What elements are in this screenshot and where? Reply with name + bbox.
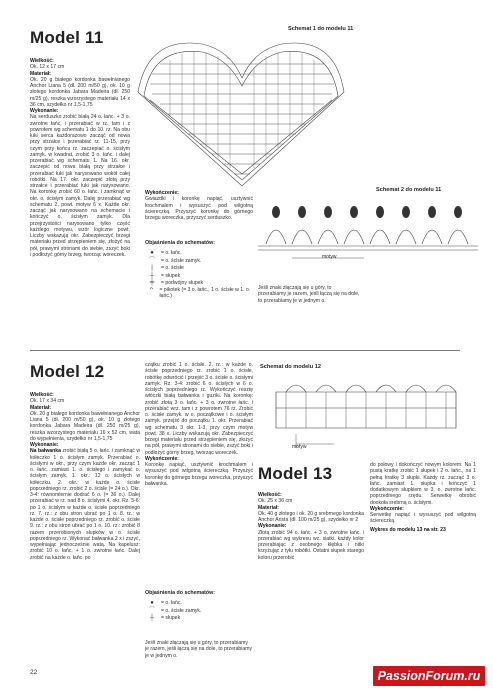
watermark-badge: PassionForum.ru: [373, 666, 485, 686]
legend-12-chain-text: = o. łańc.: [161, 599, 182, 606]
model-13-left-column: [258, 492, 364, 561]
model-12-material-text: Ok. 20 g białego kordonka bawełnianego Anchor Liana 5 (dł. 200 m/50 g), ok. 10 g złotego kordonka Jabara Madeira (dł. 250 m/25 g), reszka wzorzystego materiału 16 x 52 cm, wata do wypełnienia, szydełko nr 1,5-1,75: [30, 410, 140, 442]
model-11-finishing-label: Wykończenie:: [145, 190, 179, 196]
model-11-legend-title: Objaśnienia do schematów:: [145, 240, 216, 246]
legend-chain-text: = o. łańc.: [161, 249, 182, 256]
model-12-execution-text: zrobić białą 5 o. łańc. i zamknąć w kółeczko 1 o. ścisłym zamyk. Przerabiać o. ścisłymi w okr., przy czym każde okr. zacząć 1 o. łańc. zamiast 1. o. ścisłego i zamykać o. ścisłym zamyk. 1. okr.: 12 o. ścisłych w kółeczku. 2. okr.: w każde o. ścisłe poprzedniego rz. zrobić 2 o. ścisłe (= 24 o.). Okr. 3-4: równomiernie dodrać 6 o. (= 36 o.). Dalej przerabiać w rz. nad 8 o. ścisłymi 4. okr. Rz. 5-6: po 1 o. ścisłym w każde o. ścisłe poprzedniego rz. 7. rz.: z obu stron ubrać po 1 o. 8. rz.: w każde o. ścisłe poprzedniego rz. zrobić o. ścisłe 9. rz.: z obu stron ubrać po 1 o. 10. rz.: zrobić 8 razem przerobionych słupków w o. ścisłe poprzedniego rz. Wykonać bałwanka 2 x i zszyć, wypełniając jednocześnie watą. Na kapelusz: zrobić 10 o. łańc. + 1 o. zwrotne łańc. Dalej zrobić na każde o. łańc. po: [30, 448, 140, 561]
model-12-legend: [145, 590, 253, 622]
diagram-1-title: Schemat 1 do modelu 11: [288, 26, 354, 32]
diagram-2-motif-label: motyw: [322, 254, 337, 260]
model-13-chart-ref: Wykres do modelu 13 na str. 23: [370, 526, 446, 533]
legend-row-chain: [145, 249, 253, 257]
diagram-2-title: Schemat 2 do modelu 11: [376, 187, 442, 193]
model-11-finishing-text: Gwiazdki i koronkę napiąć, usztywnić krochmalem i wysuszyć pod wilgotną ściereczką. Przyszyć koronkę do górnego brzegu woreczka, przyszyć serduszko.: [145, 196, 253, 221]
slip-stitch-symbol-icon: ⌒: [148, 607, 155, 614]
legend-12-row-slip: [145, 607, 253, 615]
legend-12-row-chain: [145, 599, 253, 607]
treble-crochet-symbol-icon: ╪: [149, 280, 155, 287]
chain-symbol-icon: ●: [150, 249, 154, 256]
slip-stitch-symbol-icon: ⌒: [148, 257, 155, 264]
model-12-bell-label: Na bałwanka: [30, 448, 61, 455]
model-11-material-label: Materiał:: [30, 70, 51, 77]
model-11-material-text: Ok. 20 g białego kordonka bawełnianego Anchor Liana 5 (dł. 200 m/50 g), ok. 10 g złotego kordonka Jabara Madeira (dł. 250 m/25 g), reszka wzorzystego materiału 14 x 36 cm, szydełko nr 1,5-1,75: [30, 76, 130, 108]
edging-12-diagram: [256, 372, 484, 452]
double-crochet-symbol-icon: ┼: [149, 272, 155, 279]
model-13-execution-text: Złotą zrobić 94 o. łańc. + 3 o. zwrotne łańc. i przerabiać wg wykresu wz. siatki, każdy kolor przerabiając z osobnego kłębka i nitki krzyżując z tyłu robótki. Ostatni słupek starego koloru przerobić: [258, 529, 364, 561]
model-12-size-value: Ok. 17 x 34 cm: [30, 398, 65, 405]
diagram-12-motif-label: motyw: [292, 444, 307, 450]
legend-picot-text: = pikotek (= 3 o. łańc., 1 o. ścisłe w 1. o. łańc.): [159, 287, 251, 300]
model-11-note: Jeśli znaki złączają się u góry, to przerabiamy je razem, jeśli łączą się na dole, to przerabiamy je w jednym o.: [258, 285, 360, 304]
model-13-execution-label: Wykonanie:: [258, 523, 287, 530]
model-11-left-column: [30, 58, 130, 258]
model-12-legend-title: Objaśnienia do schematów:: [145, 590, 216, 596]
legend-row-single: [145, 264, 253, 272]
model-12-material-label: Materiał:: [30, 404, 51, 411]
model-12-execution-label: Wykonanie:: [30, 442, 59, 448]
section-divider: [30, 350, 460, 351]
model-12-note: Jeśli znaki złączają się u góry, to przerabiamy je razem, jeśli łączą się na dole, to przerabiamy je w jednym o.: [145, 640, 253, 659]
legend-single-text: = o. ścisłe: [161, 265, 184, 272]
model-12-col2-text: czątku zrobić 1 o. ścisłe. 2. rz.: w każde o. ścisłe poprzedniego rz. zrobić 1 o. ścisłe, robótkę odwrócić i przejść 3 o. ścisłe o. ścisłymi zamyk. Rz. 3-4: zrobić 6 o. ścisłych w 6 o. ścisłych poprzedniego rz. Wykończyć resztę włóczki białą bałwanka i guziki. Na koronkę: zrobić złotą 3 o. łańc. + 3 o. zwrotne łańc. i przerabiać wrz. tam i z powrotem 76 rz. Zrobić o. ścisłe zamyk. w o. początkowe i o. ścisłym zamyk. przejść do początku 1. okr. Przerabiać wg schematu 3 okr. 1-3, przy czym motyw powt. 38 x. Liczby wskazują okr. Zabezpieczyć brzegi materiału przed strzępieniem się, złożyć na pół, prawymi stronami do siebie, zszyć boki i podłożyć górny brzeg, tworząc woreczek.: [145, 362, 253, 456]
model-12-size-label: Wielkość:: [30, 392, 54, 398]
chain-symbol-icon: ●: [150, 599, 154, 606]
page-number: 22: [30, 669, 38, 676]
legend-row-slip: [145, 257, 253, 265]
model-13-finishing-label: Wykończenie:: [370, 505, 404, 512]
model-11-legend: [145, 240, 253, 299]
model-13-size-value: Ok. 25 x 36 cm: [258, 498, 293, 505]
model-12-left-column: [30, 392, 140, 561]
model-11-size-label: Wielkość:: [30, 58, 54, 64]
model-12-middle-column: [145, 362, 253, 487]
legend-tr-text: = podwójny słupek: [161, 280, 204, 287]
single-crochet-symbol-icon: |: [151, 265, 153, 272]
legend-row-picot: [145, 287, 253, 299]
legend-12-row-dc: [145, 614, 253, 622]
model-13-right-column: [370, 462, 476, 533]
diagram-12-title: Schemat do modelu 12: [260, 364, 321, 370]
model-13-size-label: Wielkość:: [258, 492, 282, 498]
model-12-finishing-text: Koronkę napiąć, usztywnić krochmalem i wysuszyć pod wilgotną ściereczką. Przyszyć koronkę do górnego brzegu woreczka, przyszyć bałwanka.: [145, 462, 253, 487]
model-11-execution-label: Wykonanie:: [30, 108, 59, 114]
lace-edging-diagram: [252, 196, 484, 272]
model-11-finishing: [145, 190, 253, 221]
double-crochet-symbol-icon: ┼: [149, 615, 155, 622]
legend-12-slip-text: = o. ścisłe zamyk.: [161, 607, 202, 614]
model-13-col2-text: do połowy i dokończyć nowym kolorem. Na 1 pustą kratkę zrobić 1 słupek i 2 o. łańc., na 1 pełną kratkę 3 słupki. Każdy rz. zacząć 3 o. łańc. zamiast 1. słupka i kończyć 1 dodatkowym słupkiem w 3. o. zwrotne łańc. poprzedniego rzędu. Serwetkę obrobić dookoła srebrną o. ścisłymi.: [370, 462, 476, 506]
legend-slip-text: = o. ścisłe zamyk.: [161, 257, 202, 264]
heart-crochet-diagram: [130, 34, 360, 190]
model-12-title: Model 12: [30, 362, 105, 381]
model-11-execution-text: Na serduszko zrobić białą 24 o. łańc. + 3 o. zwrotne łańc. i przerabiać w rz. tam i z powrotem wg schematu 1 do 10. rz. Na obu łuki serca każdorazowo zacząć od nowa przy strzałce i przerabiać rz. 11-15, przy czym przy końcu rz. zaczepiać o. ścisłym zamyk. w kwadrat, zrobić 3 o. łańc. i dalej przerabiać wg schematu 1. Na 16. okr. zaczepić od nowa białą przy strzałce i przerabiać łuki jak narysowano wokół całej robótki. Na 17. okr. zaczepić złotą przy strzałce i przerabiać łuki jak narysowano. Na koronkę zrobić 60 o. łańc. i zamknąć w okr. o. ścisłym zamyk. Dalej przerabiać wg schematu 2, powt. motyw 6 x. Każde okr. zacząć jak narysowano na schemacie i kończyć o. ścisłym zamyk. Dla przejrzystości narysowano tylko część każdego motywu, wzór logiczne powt. Liczby wskazują okr. Zabezpieczyć brzegi materiału przed strzępieniem się, złożyć na pół, prawymi stronami do siebie, zszyć boki i podłożyć górny brzeg, tworząc woreczek.: [30, 114, 130, 258]
model-13-material-text: Ok. 40 g złotego i ok. 20 g srebrnego kordonka Anchor Arista (dł. 100 m/25 g), szydełko nr 2: [258, 510, 364, 523]
legend-12-dc-text: = słupek: [161, 615, 181, 622]
picot-symbol-icon: ᴖ: [149, 287, 153, 294]
legend-dc-text: = słupek: [161, 272, 181, 279]
model-13-title: Model 13: [258, 464, 333, 483]
model-12-finishing-label: Wykończenie:: [145, 455, 179, 462]
model-13-finishing-text: Serwetkę napiąć i wysuszyć pod wilgotną ściereczką.: [370, 512, 476, 525]
model-11-title: Model 11: [30, 28, 104, 47]
model-11-size-value: Ok. 12 x 17 cm: [30, 64, 65, 71]
legend-row-tr: [145, 280, 253, 288]
model-13-material-label: Materiał:: [258, 504, 279, 511]
legend-row-dc: [145, 272, 253, 280]
